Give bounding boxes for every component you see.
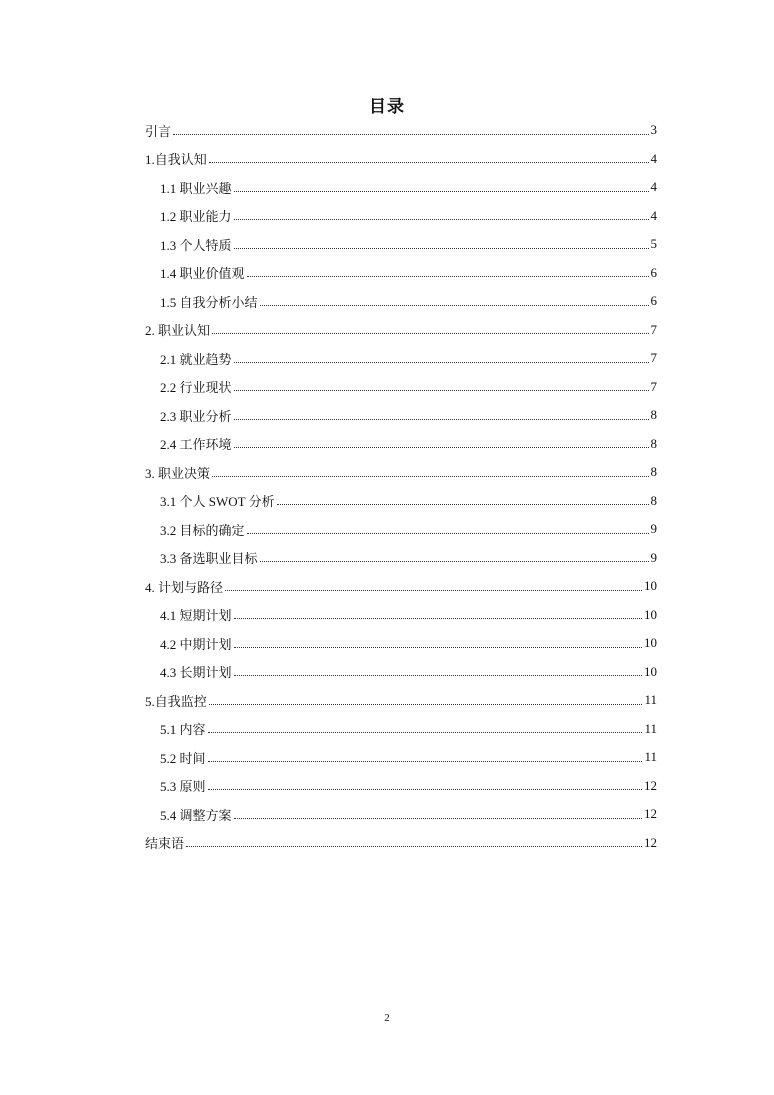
toc-entry-page-number: 11 (644, 692, 657, 708)
toc-entry-page-number: 10 (644, 663, 657, 679)
toc-entry-label: 5.3 原则 (160, 779, 206, 795)
toc-entry-page-number: 8 (650, 407, 657, 423)
toc-entry-label: 引言 (145, 123, 172, 139)
toc-entry-label: 4.3 长期计划 (160, 665, 232, 681)
toc-entry[interactable] (145, 259, 657, 288)
toc-entry-page-number: 12 (644, 806, 657, 822)
toc-entry[interactable] (145, 373, 657, 402)
toc-entry-label: 2. 职业认知 (145, 323, 211, 339)
toc-entry[interactable] (145, 629, 657, 658)
toc-entry[interactable] (145, 572, 657, 601)
dot-leader (209, 162, 649, 163)
toc-entry-page-number: 10 (644, 606, 657, 622)
dot-leader (234, 447, 649, 448)
toc-entry-label: 结束语 (145, 836, 185, 852)
toc-entry-page-number: 7 (650, 321, 657, 337)
toc-entry-label: 1.自我认知 (145, 152, 207, 168)
toc-entry-label: 2.3 职业分析 (160, 408, 232, 424)
dot-leader (260, 561, 649, 562)
toc-entry-page-number: 4 (650, 207, 657, 223)
toc-entry-label: 5.2 时间 (160, 750, 206, 766)
toc-entry-page-number: 12 (644, 834, 657, 850)
dot-leader (234, 362, 649, 363)
dot-leader (260, 305, 649, 306)
dot-leader (234, 219, 649, 220)
toc-entry-page-number: 10 (644, 635, 657, 651)
toc-entry-page-number: 6 (650, 264, 657, 280)
toc-entry[interactable] (145, 743, 657, 772)
dot-leader (186, 846, 642, 847)
toc-entry-label: 3. 职业决策 (145, 465, 211, 481)
dot-leader (208, 761, 643, 762)
toc-entry[interactable] (145, 173, 657, 202)
toc-entry[interactable] (145, 658, 657, 687)
toc-entry[interactable] (145, 715, 657, 744)
toc-entry-label: 1.1 职业兴趣 (160, 180, 232, 196)
toc-entry-page-number: 4 (650, 179, 657, 195)
dot-leader (208, 732, 643, 733)
toc-entry-label: 5.4 调整方案 (160, 807, 232, 823)
toc-entry-page-number: 11 (644, 720, 657, 736)
toc-entry-page-number: 9 (650, 521, 657, 537)
toc-entry[interactable] (145, 458, 657, 487)
dot-leader (247, 276, 649, 277)
toc-entry[interactable] (145, 772, 657, 801)
toc-entry-label: 1.4 职业价值观 (160, 266, 245, 282)
dot-leader (234, 390, 649, 391)
toc-entry[interactable] (145, 116, 657, 145)
toc-entry-label: 5.自我监控 (145, 693, 207, 709)
toc-entry[interactable] (145, 344, 657, 373)
dot-leader (209, 704, 643, 705)
toc-entry-page-number: 6 (650, 293, 657, 309)
toc-entry-page-number: 5 (650, 236, 657, 252)
toc-entry[interactable] (145, 287, 657, 316)
dot-leader (277, 504, 649, 505)
toc-entry-label: 5.1 内容 (160, 722, 206, 738)
toc-entry-label: 2.2 行业现状 (160, 380, 232, 396)
toc-entry-page-number: 9 (650, 549, 657, 565)
page-number: 2 (384, 1012, 390, 1024)
toc-entry[interactable] (145, 829, 657, 858)
dot-leader (234, 248, 649, 249)
toc-entry[interactable] (145, 430, 657, 459)
toc-entry-page-number: 10 (644, 578, 657, 594)
dot-leader (234, 618, 642, 619)
toc-entry-label: 2.1 就业趋势 (160, 351, 232, 367)
toc-entry-page-number: 3 (650, 122, 657, 138)
dot-leader (173, 134, 648, 135)
toc-entry-label: 1.2 职业能力 (160, 209, 232, 225)
toc-entry-page-number: 8 (650, 492, 657, 508)
toc-entry-label: 1.5 自我分析小结 (160, 294, 258, 310)
toc-entry-label: 4.2 中期计划 (160, 636, 232, 652)
toc-entry-label: 3.1 个人 SWOT 分析 (160, 494, 275, 510)
toc-entry-label: 1.3 个人特质 (160, 237, 232, 253)
toc-entry-page-number: 8 (650, 435, 657, 451)
toc-entry-label: 3.2 目标的确定 (160, 522, 245, 538)
toc-entry[interactable] (145, 544, 657, 573)
table-of-contents (145, 116, 657, 857)
dot-leader (212, 476, 648, 477)
toc-entry-page-number: 11 (644, 749, 657, 765)
toc-entry-page-number: 7 (650, 378, 657, 394)
toc-entry-page-number: 12 (644, 777, 657, 793)
toc-entry-page-number: 7 (650, 350, 657, 366)
dot-leader (247, 533, 649, 534)
toc-entry-label: 2.4 工作环境 (160, 437, 232, 453)
dot-leader (234, 647, 642, 648)
toc-entry[interactable] (145, 487, 657, 516)
toc-entry[interactable] (145, 316, 657, 345)
toc-entry[interactable] (145, 686, 657, 715)
toc-entry-page-number: 8 (650, 464, 657, 480)
page-title: 目录 (369, 97, 405, 116)
dot-leader (212, 333, 648, 334)
toc-entry[interactable] (145, 515, 657, 544)
dot-leader (208, 789, 642, 790)
toc-entry-label: 3.3 备选职业目标 (160, 551, 258, 567)
toc-entry[interactable] (145, 145, 657, 174)
toc-entry[interactable] (145, 230, 657, 259)
dot-leader (225, 590, 642, 591)
toc-entry[interactable] (145, 401, 657, 430)
dot-leader (234, 419, 649, 420)
toc-entry-label: 4.1 短期计划 (160, 608, 232, 624)
dot-leader (234, 818, 642, 819)
dot-leader (234, 675, 642, 676)
toc-entry-label: 4. 计划与路径 (145, 579, 224, 595)
toc-entry[interactable] (145, 601, 657, 630)
toc-entry[interactable] (145, 800, 657, 829)
dot-leader (234, 191, 649, 192)
toc-entry[interactable] (145, 202, 657, 231)
toc-entry-page-number: 4 (650, 150, 657, 166)
